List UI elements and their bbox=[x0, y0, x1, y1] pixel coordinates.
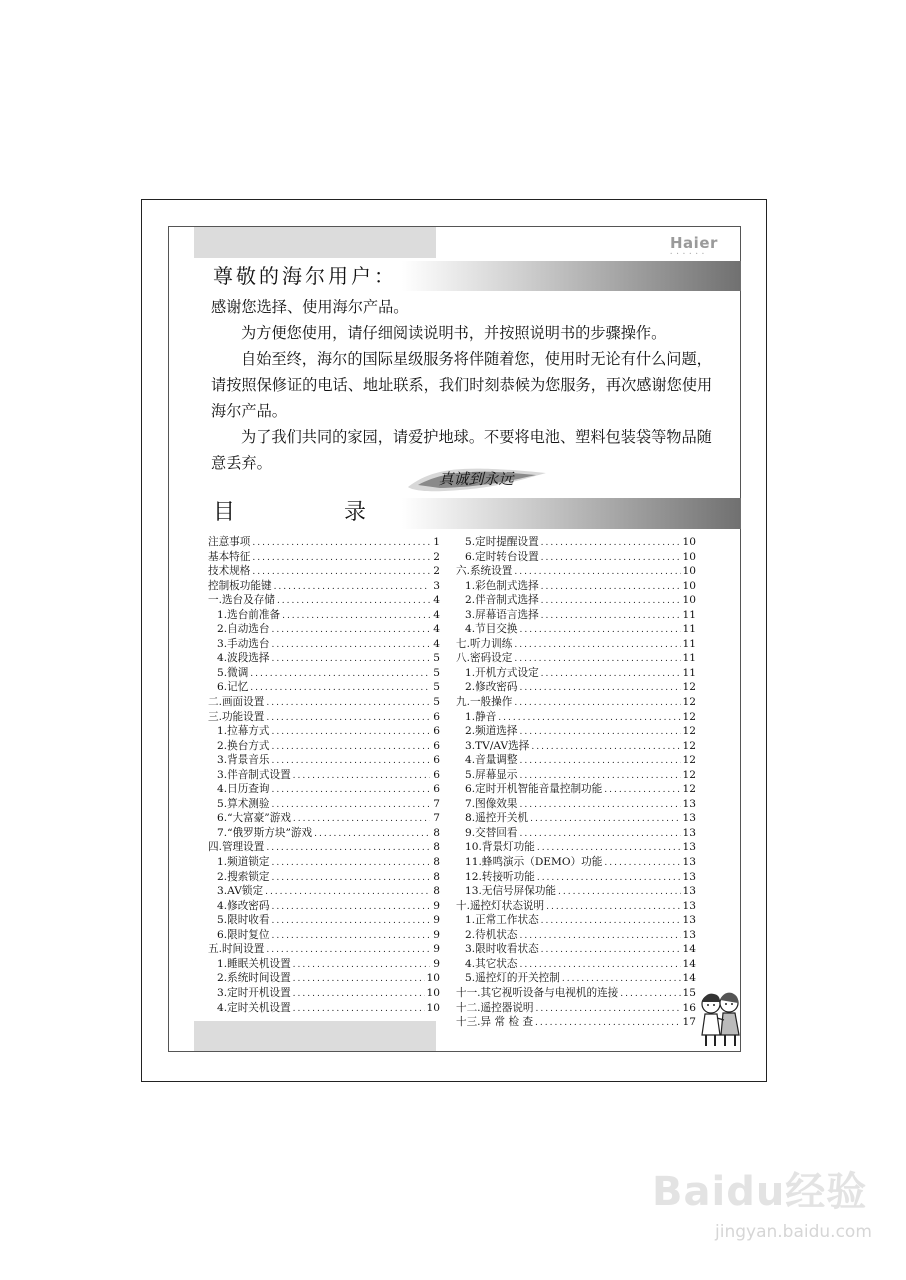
toc-entry-label: 11.蜂鸣演示（DEMO）功能 bbox=[465, 856, 603, 869]
toc-entry-label: 5.算术测验 bbox=[217, 797, 270, 810]
toc-entry-label: 5.遥控灯的开关控制 bbox=[465, 972, 560, 985]
toc-entry bbox=[208, 870, 440, 885]
toc-entry bbox=[456, 840, 696, 855]
toc-entry bbox=[456, 870, 696, 885]
toc-entry-label: 基本特征 bbox=[208, 550, 251, 563]
toc-entry bbox=[456, 826, 696, 841]
toc-entry-label: 二.画面设置 bbox=[208, 696, 265, 709]
toc-band bbox=[194, 498, 741, 529]
toc-entry-page: 10 bbox=[682, 565, 696, 578]
toc-entry-label: 1.正常工作状态 bbox=[465, 914, 539, 927]
toc-leader-dots bbox=[541, 551, 681, 566]
toc-entry-label: 1.彩色制式选择 bbox=[465, 579, 539, 592]
toc-entry-label: 十三.异 常 检 查 bbox=[456, 1016, 534, 1029]
toc-entry bbox=[456, 695, 696, 710]
toc-leader-dots bbox=[562, 972, 681, 987]
toc-entry-page: 17 bbox=[682, 1016, 696, 1029]
toc-entry bbox=[456, 971, 696, 986]
toc-entry-label: 八.密码设定 bbox=[456, 652, 513, 665]
toc-entry-page: 4 bbox=[433, 608, 440, 621]
toc-entry bbox=[208, 826, 440, 841]
toc-entry-label: 9.交替回看 bbox=[465, 826, 518, 839]
toc-entry-label: 4.音量调整 bbox=[465, 754, 518, 767]
toc-entry-label: 4.定时关机设置 bbox=[217, 1001, 291, 1014]
intro-line-2: 为方便您使用，请仔细阅读说明书，并按照说明书的步骤操作。 bbox=[241, 324, 667, 342]
toc-entry-page: 11 bbox=[682, 652, 696, 665]
toc-entry bbox=[456, 1015, 696, 1030]
cartoon-kids-illustration bbox=[698, 990, 742, 1048]
toc-entry bbox=[208, 710, 440, 725]
toc-entry-label: 2.系统时间设置 bbox=[217, 972, 291, 985]
toc-entry-label: 九.一般操作 bbox=[456, 696, 513, 709]
toc-entry bbox=[208, 811, 440, 826]
toc-entry bbox=[208, 680, 440, 695]
toc-entry-page: 11 bbox=[682, 637, 696, 650]
watermark-main: Baidu经验 bbox=[652, 1169, 868, 1215]
toc-entry-page: 1 bbox=[433, 536, 440, 548]
toc-entry-page: 13 bbox=[682, 856, 696, 869]
toc-entry-page: 12 bbox=[682, 681, 696, 694]
toc-entry-page: 10 bbox=[426, 1001, 440, 1014]
toc-leader-dots bbox=[293, 958, 430, 973]
toc-entry bbox=[456, 768, 696, 783]
toc-leader-dots bbox=[558, 885, 681, 900]
toc-entry-label: 2.待机状态 bbox=[465, 928, 518, 941]
toc-entry-page: 12 bbox=[682, 768, 696, 781]
toc-entry-label: 1.频道锁定 bbox=[217, 856, 270, 869]
toc-entry-label: 1.静音 bbox=[465, 710, 497, 723]
toc-entry bbox=[456, 1001, 696, 1016]
toc-entry bbox=[208, 928, 440, 943]
toc-entry bbox=[208, 899, 440, 914]
haier-logo: Haier bbox=[670, 234, 718, 252]
toc-leader-dots bbox=[271, 783, 430, 798]
toc-entry-label: 6.定时开机智能音量控制功能 bbox=[465, 783, 603, 796]
toc-leader-dots bbox=[519, 798, 680, 813]
toc-entry bbox=[456, 579, 696, 594]
toc-entry-label: 6.记忆 bbox=[217, 681, 249, 694]
toc-leader-dots bbox=[293, 987, 425, 1002]
toc-entry-label: 3.伴音制式设置 bbox=[217, 768, 291, 781]
toc-entry-label: 6.“大富豪”游戏 bbox=[217, 812, 291, 825]
toc-leader-dots bbox=[271, 871, 430, 886]
toc-entry-label: 一.选台及存储 bbox=[208, 594, 275, 607]
toc-entry-page: 13 bbox=[682, 928, 696, 941]
toc-entry-label: 6.限时复位 bbox=[217, 928, 270, 941]
toc-entry-page: 8 bbox=[433, 826, 440, 839]
toc-entry-page: 13 bbox=[682, 812, 696, 825]
toc-leader-dots bbox=[271, 798, 430, 813]
toc-entry-page: 12 bbox=[682, 739, 696, 752]
toc-entry-page: 13 bbox=[682, 914, 696, 927]
toc-entry bbox=[456, 608, 696, 623]
toc-leader-dots bbox=[274, 580, 430, 595]
toc-leader-dots bbox=[514, 696, 680, 711]
intro-line-1: 感谢您选择、使用海尔产品。 bbox=[211, 298, 409, 316]
toc-leader-dots bbox=[541, 594, 681, 609]
toc-entry-label: 4.节目交换 bbox=[465, 623, 518, 636]
toc-leader-dots bbox=[519, 681, 680, 696]
toc-leader-dots bbox=[519, 827, 680, 842]
toc-entry-page: 9 bbox=[433, 928, 440, 941]
toc-entry bbox=[208, 782, 440, 797]
toc-leader-dots bbox=[604, 856, 680, 871]
toc-entry-label: 5.定时提醒设置 bbox=[465, 536, 539, 548]
toc-leader-dots bbox=[266, 841, 430, 856]
toc-entry-label: 13.无信号屏保功能 bbox=[465, 885, 557, 898]
toc-leader-dots bbox=[271, 623, 430, 638]
toc-entry-page: 11 bbox=[682, 608, 696, 621]
toc-leader-dots bbox=[271, 754, 430, 769]
toc-entry bbox=[456, 753, 696, 768]
toc-entry-page: 6 bbox=[433, 754, 440, 767]
toc-entry-label: 十二.遥控器说明 bbox=[456, 1001, 534, 1014]
toc-entry-label: 3.AV锁定 bbox=[217, 885, 264, 898]
toc-leader-dots bbox=[266, 696, 430, 711]
toc-entry-label: 7.“俄罗斯方块”游戏 bbox=[217, 826, 313, 839]
toc-entry-label: 五.时间设置 bbox=[208, 943, 265, 956]
toc-entry-label: 6.定时转台设置 bbox=[465, 550, 539, 563]
toc-entry-page: 10 bbox=[426, 972, 440, 985]
toc-leader-dots bbox=[314, 827, 430, 842]
toc-entry bbox=[208, 666, 440, 681]
toc-leader-dots bbox=[250, 667, 430, 682]
toc-entry-page: 12 bbox=[682, 754, 696, 767]
toc-entry-label: 1.睡眠关机设置 bbox=[217, 957, 291, 970]
toc-entry-page: 8 bbox=[433, 841, 440, 854]
toc-entry-page: 7 bbox=[433, 797, 440, 810]
toc-entry-label: 3.定时开机设置 bbox=[217, 986, 291, 999]
toc-entry bbox=[208, 753, 440, 768]
toc-entry-page: 14 bbox=[682, 943, 696, 956]
toc-entry bbox=[208, 855, 440, 870]
toc-leader-dots bbox=[514, 565, 680, 580]
toc-leader-dots bbox=[530, 812, 680, 827]
toc-entry bbox=[456, 622, 696, 637]
toc-entry bbox=[208, 884, 440, 899]
toc-leader-dots bbox=[271, 900, 430, 915]
toc-leader-dots bbox=[498, 711, 680, 726]
toc-entry bbox=[208, 622, 440, 637]
toc-entry-page: 2 bbox=[433, 565, 440, 578]
toc-entry bbox=[208, 1001, 440, 1016]
toc-entry bbox=[208, 550, 440, 565]
toc-entry bbox=[456, 651, 696, 666]
toc-entry bbox=[456, 680, 696, 695]
toc-entry-page: 15 bbox=[682, 986, 696, 999]
toc-leader-dots bbox=[519, 754, 680, 769]
toc-leader-dots bbox=[541, 609, 681, 624]
toc-leader-dots bbox=[250, 681, 430, 696]
toc-leader-dots bbox=[271, 929, 430, 944]
toc-entry bbox=[456, 928, 696, 943]
toc-entry bbox=[456, 593, 696, 608]
bottom-gray-bar bbox=[194, 1021, 436, 1051]
toc-entry-label: 3.屏幕语言选择 bbox=[465, 608, 539, 621]
toc-leader-dots bbox=[620, 987, 680, 1002]
signature-text: 真诚到永远 bbox=[438, 470, 514, 488]
toc-leader-dots bbox=[541, 667, 681, 682]
toc-entry bbox=[456, 884, 696, 899]
toc-entry bbox=[208, 637, 440, 652]
toc-entry-label: 十一.其它视听设备与电视机的连接 bbox=[456, 986, 619, 999]
toc-entry-label: 三.功能设置 bbox=[208, 710, 265, 723]
toc-entry-page: 6 bbox=[433, 768, 440, 781]
toc-leader-dots bbox=[266, 943, 430, 958]
toc-entry-label: 4.修改密码 bbox=[217, 899, 270, 912]
toc-entry-page: 10 bbox=[682, 594, 696, 607]
toc-entry-page: 12 bbox=[682, 725, 696, 738]
toc-leader-dots bbox=[266, 711, 430, 726]
toc-entry bbox=[456, 550, 696, 565]
toc-entry-page: 8 bbox=[433, 885, 440, 898]
toc-entry-label: 1.选台前准备 bbox=[217, 608, 281, 621]
toc-entry-page: 5 bbox=[433, 681, 440, 694]
toc-leader-dots bbox=[293, 812, 430, 827]
watermark-url: jingyan.baidu.com bbox=[715, 1222, 872, 1242]
toc-entry-label: 3.限时收看状态 bbox=[465, 943, 539, 956]
toc-entry-label: 2.搜索锁定 bbox=[217, 870, 270, 883]
toc-entry-page: 13 bbox=[682, 841, 696, 854]
toc-entry bbox=[456, 710, 696, 725]
toc-entry-label: 六.系统设置 bbox=[456, 565, 513, 578]
intro-line-3: 自始至终，海尔的国际星级服务将伴随着您，使用时无论有什么问题，请按照保修证的电话、地址联系，我们时刻恭候为您服务，再次感谢您使用海尔产品。 bbox=[211, 350, 713, 420]
toc-leader-dots bbox=[293, 972, 425, 987]
toc-entry bbox=[456, 535, 696, 550]
toc-entry-label: 3.背景音乐 bbox=[217, 754, 270, 767]
toc-entry-page: 12 bbox=[682, 696, 696, 709]
toc-entry-page: 6 bbox=[433, 739, 440, 752]
toc-entry-page: 13 bbox=[682, 826, 696, 839]
toc-entry-page: 5 bbox=[433, 652, 440, 665]
toc-entry bbox=[208, 608, 440, 623]
toc-leader-dots bbox=[277, 594, 430, 609]
toc-entry bbox=[208, 579, 440, 594]
toc-entry bbox=[456, 913, 696, 928]
toc-entry-page: 2 bbox=[433, 550, 440, 563]
toc-entry bbox=[456, 739, 696, 754]
toc-entry-label: 5.屏幕显示 bbox=[465, 768, 518, 781]
toc-entry-label: 1.拉幕方式 bbox=[217, 725, 270, 738]
toc-entry bbox=[456, 797, 696, 812]
toc-leader-dots bbox=[293, 769, 430, 784]
toc-entry-page: 6 bbox=[433, 710, 440, 723]
toc-entry-page: 9 bbox=[433, 957, 440, 970]
toc-leader-dots bbox=[519, 929, 680, 944]
toc-leader-dots bbox=[282, 609, 430, 624]
toc-entry bbox=[208, 593, 440, 608]
toc-entry-label: 注意事项 bbox=[208, 536, 251, 548]
toc-leader-dots bbox=[519, 725, 680, 740]
toc-entry-label: 4.日历查询 bbox=[217, 783, 270, 796]
toc-entry-label: 2.自动选台 bbox=[217, 623, 270, 636]
toc-entry-page: 8 bbox=[433, 856, 440, 869]
toc-leader-dots bbox=[293, 1002, 425, 1017]
toc-leader-dots bbox=[535, 1016, 680, 1031]
toc-title-lu: 录 bbox=[344, 500, 367, 525]
toc-entry bbox=[208, 651, 440, 666]
toc-leader-dots bbox=[514, 652, 680, 667]
toc-entry-page: 11 bbox=[682, 666, 696, 679]
toc-leader-dots bbox=[265, 885, 430, 900]
toc-leader-dots bbox=[541, 914, 681, 929]
toc-entry-page: 12 bbox=[682, 783, 696, 796]
toc-entry-label: 2.伴音制式选择 bbox=[465, 594, 539, 607]
toc-entry-page: 12 bbox=[682, 710, 696, 723]
intro-text bbox=[211, 294, 723, 476]
toc-entry bbox=[456, 942, 696, 957]
toc-leader-dots bbox=[252, 536, 430, 551]
toc-entry bbox=[456, 724, 696, 739]
toc-leader-dots bbox=[271, 740, 430, 755]
toc-entry bbox=[456, 986, 696, 1001]
toc-entry bbox=[456, 855, 696, 870]
toc-leader-dots bbox=[271, 725, 430, 740]
toc-entry-page: 14 bbox=[682, 972, 696, 985]
toc-entry bbox=[456, 666, 696, 681]
toc-entry bbox=[208, 942, 440, 957]
toc-entry bbox=[208, 768, 440, 783]
toc-entry-page: 5 bbox=[433, 666, 440, 679]
toc-entry-page: 9 bbox=[433, 899, 440, 912]
toc-leader-dots bbox=[541, 580, 681, 595]
toc-entry-label: 8.遥控开关机 bbox=[465, 812, 529, 825]
toc-entry bbox=[208, 957, 440, 972]
toc-entry-label: 四.管理设置 bbox=[208, 841, 265, 854]
toc-leader-dots bbox=[531, 740, 680, 755]
toc-entry-page: 4 bbox=[433, 623, 440, 636]
toc-entry bbox=[208, 535, 440, 550]
toc-entry bbox=[208, 695, 440, 710]
greeting-heading: 尊敬的海尔用户： bbox=[213, 264, 397, 288]
toc-entry bbox=[208, 724, 440, 739]
toc-entry-page: 9 bbox=[433, 914, 440, 927]
toc-leader-dots bbox=[252, 565, 430, 580]
toc-entry-label: 4.其它状态 bbox=[465, 957, 518, 970]
toc-entry bbox=[208, 797, 440, 812]
toc-entry-page: 13 bbox=[682, 797, 696, 810]
toc-leader-dots bbox=[271, 914, 430, 929]
toc-entry-label: 3.手动选台 bbox=[217, 637, 270, 650]
toc-leader-dots bbox=[514, 638, 680, 653]
toc-leader-dots bbox=[252, 551, 430, 566]
toc-entry-page: 13 bbox=[682, 899, 696, 912]
toc-entry-page: 13 bbox=[682, 870, 696, 883]
toc-leader-dots bbox=[541, 943, 681, 958]
toc-entry bbox=[208, 986, 440, 1001]
toc-entry-label: 4.波段选择 bbox=[217, 652, 270, 665]
toc-entry bbox=[208, 840, 440, 855]
toc-entry-page: 4 bbox=[433, 594, 440, 607]
toc-entry-label: 3.TV/AV选择 bbox=[465, 739, 530, 752]
toc-entry-page: 7 bbox=[433, 812, 440, 825]
toc-left-column bbox=[208, 535, 440, 1015]
toc-entry-page: 16 bbox=[682, 1001, 696, 1014]
toc-title-mu: 目 bbox=[213, 500, 236, 525]
toc-entry-page: 6 bbox=[433, 725, 440, 738]
toc-entry-page: 10 bbox=[426, 986, 440, 999]
toc-entry-label: 2.换台方式 bbox=[217, 739, 270, 752]
toc-leader-dots bbox=[519, 769, 680, 784]
baidu-watermark bbox=[652, 1160, 867, 1217]
toc-entry-label: 1.开机方式设定 bbox=[465, 666, 539, 679]
toc-entry-page: 5 bbox=[433, 696, 440, 709]
toc-leader-dots bbox=[271, 638, 430, 653]
toc-entry bbox=[456, 782, 696, 797]
toc-entry-label: 7.图像效果 bbox=[465, 797, 518, 810]
toc-leader-dots bbox=[604, 783, 680, 798]
toc-entry-label: 十.遥控灯状态说明 bbox=[456, 899, 545, 912]
toc-leader-dots bbox=[546, 900, 680, 915]
toc-entry-page: 9 bbox=[433, 943, 440, 956]
toc-entry-label: 七.听力训练 bbox=[456, 637, 513, 650]
toc-entry bbox=[456, 811, 696, 826]
toc-entry-page: 10 bbox=[682, 536, 696, 548]
toc-entry-page: 10 bbox=[682, 579, 696, 592]
toc-entry-page: 3 bbox=[433, 579, 440, 592]
toc-entry-page: 13 bbox=[682, 885, 696, 898]
toc-entry bbox=[456, 637, 696, 652]
toc-entry-label: 10.背景灯功能 bbox=[465, 841, 535, 854]
toc-leader-dots bbox=[271, 856, 430, 871]
toc-entry bbox=[208, 913, 440, 928]
toc-leader-dots bbox=[541, 536, 681, 551]
signature-logo bbox=[404, 463, 550, 493]
toc-entry bbox=[456, 957, 696, 972]
toc-entry-page: 14 bbox=[682, 957, 696, 970]
toc-leader-dots bbox=[537, 841, 681, 856]
haier-logo-dots: •••••• bbox=[670, 251, 709, 256]
toc-entry bbox=[208, 739, 440, 754]
toc-leader-dots bbox=[536, 1002, 681, 1017]
top-gray-bar bbox=[194, 227, 436, 258]
toc-leader-dots bbox=[519, 958, 680, 973]
toc-entry-label: 2.修改密码 bbox=[465, 681, 518, 694]
toc-entry bbox=[208, 971, 440, 986]
toc-entry-label: 5.限时收看 bbox=[217, 914, 270, 927]
toc-entry-page: 4 bbox=[433, 637, 440, 650]
toc-entry bbox=[456, 564, 696, 579]
toc-entry-label: 控制板功能键 bbox=[208, 579, 272, 592]
toc-entry-page: 8 bbox=[433, 870, 440, 883]
toc-leader-dots bbox=[271, 652, 430, 667]
toc-entry bbox=[208, 564, 440, 579]
toc-right-column bbox=[456, 535, 696, 1030]
intro-line-4: 为了我们共同的家园，请爱护地球。不要将电池、塑料包装袋等物品随意丢弃。 bbox=[211, 428, 712, 472]
toc-entry-label: 2.频道选择 bbox=[465, 725, 518, 738]
toc-entry-label: 5.微调 bbox=[217, 666, 249, 679]
toc-entry-page: 6 bbox=[433, 783, 440, 796]
toc-entry-page: 11 bbox=[682, 623, 696, 636]
toc-leader-dots bbox=[537, 871, 681, 886]
toc-leader-dots bbox=[519, 623, 680, 638]
toc-entry bbox=[456, 899, 696, 914]
toc-entry-page: 10 bbox=[682, 550, 696, 563]
toc-entry-label: 技术规格 bbox=[208, 565, 251, 578]
toc-entry-label: 12.转接听功能 bbox=[465, 870, 535, 883]
